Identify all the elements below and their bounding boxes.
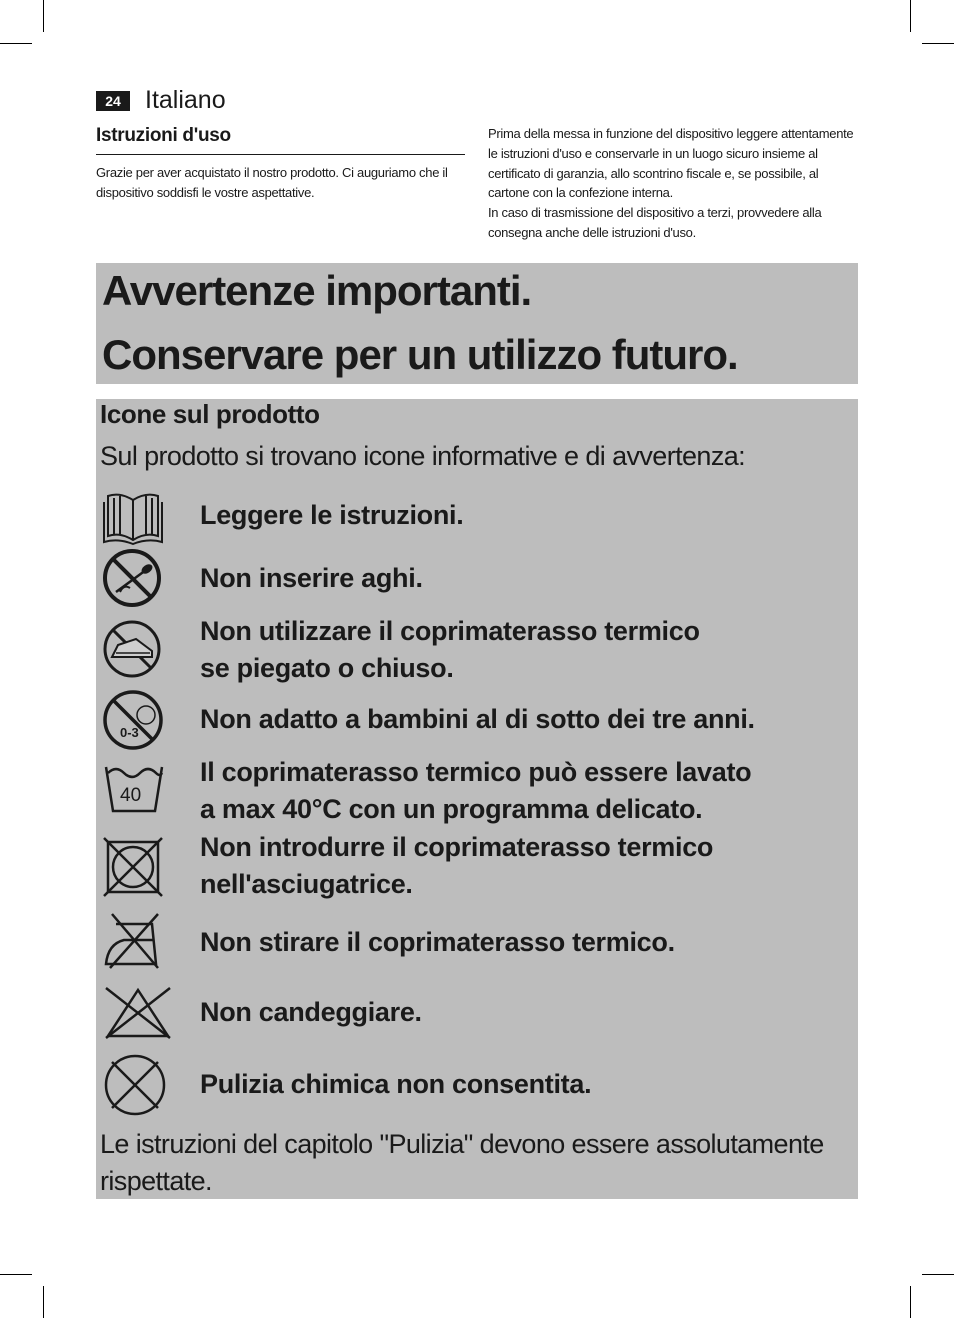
crop-mark (922, 1274, 954, 1275)
crop-mark (0, 43, 32, 44)
wash-40-icon (102, 761, 166, 817)
divider (96, 154, 465, 155)
section-title: Istruzioni d'uso (96, 125, 231, 146)
crop-mark (910, 1286, 911, 1318)
page-number: 24 (96, 91, 130, 111)
no-ironing-icon (102, 910, 164, 972)
crop-mark (922, 43, 954, 44)
book-icon (102, 490, 164, 546)
icon-description: Non stirare il coprimaterasso termico. (200, 927, 675, 957)
icons-intro: Sul prodotto si trovano icone informative e di avvertenza: (100, 441, 746, 471)
icon-description: Non inserire aghi. (200, 563, 423, 593)
icons-section (96, 399, 858, 1199)
icons-heading: Icone sul prodotto (100, 399, 320, 429)
icon-label: 40 (120, 785, 142, 806)
icon-description: Non utilizzare il coprimaterasso termico se piegato o chiuso. (200, 616, 700, 683)
warning-subtitle: Conservare per un utilizzo futuro. (102, 331, 738, 378)
no-dry-clean-icon (102, 1052, 168, 1118)
icon-description: Il coprimaterasso termico può essere lavato a max 40°C con un programma delicato. (200, 757, 752, 824)
intro-right-paragraph: In caso di trasmissione del dispositivo a terzi, provvedere alla consegna anche delle istruzioni d'uso. (488, 205, 822, 240)
crop-mark (910, 0, 911, 32)
no-bleach-icon (102, 984, 174, 1040)
warning-title: Avvertenze importanti. (102, 267, 532, 314)
warning-box (96, 263, 858, 384)
intro-right-text (488, 124, 860, 243)
language-title: Italiano (145, 86, 226, 114)
intro-right-paragraph: Prima della messa in funzione del dispositivo leggere attentamente le istruzioni d'uso e conservarle in un luogo sicuro insieme al certificato di garanzia, allo scontrino fiscale e, se possibile, al cartone con la confezione interna. (488, 126, 854, 201)
no-tumble-dry-icon (102, 836, 164, 898)
no-folded-icon (102, 619, 162, 679)
icon-description: Leggere le istruzioni. (200, 500, 464, 530)
crop-mark (43, 1286, 44, 1318)
icon-description: Non candeggiare. (200, 997, 422, 1027)
icon-description: Non introdurre il coprimaterasso termico nell'asciugatrice. (200, 832, 714, 899)
cleaning-note: Le istruzioni del capitolo "Pulizia" devono essere assolutamente rispettate. (100, 1129, 824, 1196)
icon-description: Non adatto a bambini al di sotto dei tre anni. (200, 704, 755, 734)
icon-label: 0-3 (120, 725, 139, 740)
icon-description: Pulizia chimica non consentita. (200, 1069, 592, 1099)
no-children-0-3-icon (102, 689, 164, 751)
intro-left-text: Grazie per aver acquistato il nostro prodotto. Ci auguriamo che il dispositivo soddisfi le vostre aspettative. (96, 165, 448, 200)
no-needles-icon (102, 548, 162, 608)
crop-mark (0, 1274, 32, 1275)
crop-mark (43, 0, 44, 32)
